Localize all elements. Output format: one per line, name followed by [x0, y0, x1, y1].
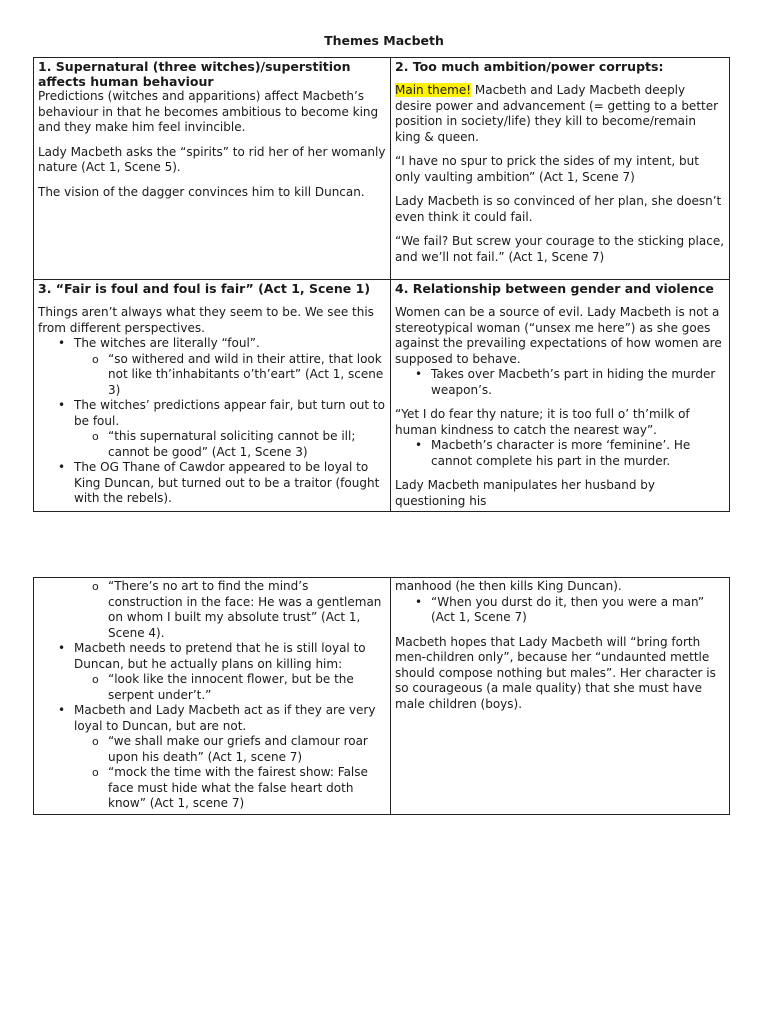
- list-item: • The witches’ predictions appear fair, but turn out to be foul.: [38, 398, 386, 429]
- theme-3-intro: Things aren’t always what they seem to be. We see this from different perspectives.: [38, 305, 374, 335]
- list-subitem: o “mock the time with the fairest show: False face must hide what the false heart doth know” (Act 1, scene 7): [38, 765, 386, 812]
- continued-paragraph: manhood (he then kills King Duncan).: [395, 579, 622, 593]
- continued-cell-right: [391, 578, 730, 815]
- list-item: • Macbeth’s character is more ‘feminine’. He cannot complete his part in the murder.: [395, 438, 725, 469]
- theme-cell-2: [391, 58, 730, 280]
- document-title: Themes Macbeth: [324, 33, 444, 48]
- themes-table-page-1: [33, 57, 730, 512]
- list-item: • Takes over Macbeth’s part in hiding the murder weapon’s.: [395, 367, 725, 398]
- list-subitem: o “this supernatural soliciting cannot be ill; cannot be good” (Act 1, Scene 3): [38, 429, 386, 460]
- theme-2-paragraph: Main theme! Macbeth and Lady Macbeth deeply desire power and advancement (= getting to a better position in society/life) they kill to become/remain king & queen.: [395, 83, 719, 144]
- continued-paragraph: Macbeth hopes that Lady Macbeth will “bring forth men-children only”, because her “undaunted mettle should compose nothing but males”. Her character is so courageous (a male quality) that she must have male children (boys).: [395, 634, 716, 711]
- themes-table-page-2: [33, 577, 730, 815]
- theme-1-paragraph: Predictions (witches and apparitions) affect Macbeth’s behaviour in that he becomes ambitious to become king and they make him feel invincible.: [38, 89, 379, 134]
- list-subitem: o “look like the innocent flower, but be the serpent under’t.”: [38, 672, 386, 703]
- continued-list: [395, 595, 725, 626]
- theme-2-quote: “I have no spur to prick the sides of my intent, but only vaulting ambition” (Act 1, Scene 7): [395, 154, 699, 184]
- theme-4-paragraph: Women can be a source of evil. Lady Macbeth is not a stereotypical woman (“unsex me here”) as she goes against the prevailing expectations of how women are supposed to behave.: [395, 305, 722, 366]
- theme-3-list: [38, 336, 386, 507]
- theme-cell-4: [391, 280, 730, 512]
- theme-2-heading: 2. Too much ambition/power corrupts:: [395, 59, 664, 74]
- list-item: • Macbeth needs to pretend that he is still loyal to Duncan, but he actually plans on killing him:: [38, 641, 386, 672]
- theme-4-paragraph: Lady Macbeth manipulates her husband by questioning his: [395, 478, 655, 508]
- theme-3-heading: 3. “Fair is foul and foul is fair” (Act 1, Scene 1): [38, 281, 371, 296]
- list-item: • “When you durst do it, then you were a man” (Act 1, Scene 7): [395, 595, 725, 626]
- list-subitem: o “we shall make our griefs and clamour roar upon his death” (Act 1, scene 7): [38, 734, 386, 765]
- theme-4-quote: “Yet I do fear thy nature; it is too full o’ th’milk of human kindness to catch the nearest way”.: [395, 407, 690, 437]
- theme-1-heading: 1. Supernatural (three witches)/superstition affects human behaviour: [38, 59, 351, 89]
- list-subitem: o “so withered and wild in their attire, that look not like th’inhabitants o’th’eart” (Act 1, scene 3): [38, 352, 386, 399]
- continued-list: [38, 579, 386, 812]
- theme-1-paragraph: The vision of the dagger convinces him to kill Duncan.: [38, 184, 365, 199]
- theme-2-quote: “We fail? But screw your courage to the sticking place, and we’ll not fail.” (Act 1, Scene 7): [395, 234, 725, 264]
- theme-cell-1: [34, 58, 391, 280]
- theme-4-list: [395, 367, 725, 398]
- list-item: • The witches are literally “foul”.: [38, 336, 386, 352]
- list-item: • The OG Thane of Cawdor appeared to be loyal to King Duncan, but turned out to be a traitor (fought with the rebels).: [38, 460, 386, 507]
- theme-cell-3: [34, 280, 391, 512]
- theme-2-paragraph: Lady Macbeth is so convinced of her plan, she doesn’t even think it could fail.: [395, 194, 722, 224]
- main-theme-highlight: Main theme!: [395, 83, 472, 97]
- continued-cell-left: [34, 578, 391, 815]
- theme-4-heading: 4. Relationship between gender and violence: [395, 281, 714, 296]
- theme-1-paragraph: Lady Macbeth asks the “spirits” to rid her of her womanly nature (Act 1, Scene 5).: [38, 144, 386, 174]
- list-subitem: o “There’s no art to find the mind’s construction in the face: He was a gentleman on whom I built my absolute trust” (Act 1, Scene 4).: [38, 579, 386, 641]
- theme-4-list: [395, 438, 725, 469]
- list-item: • Macbeth and Lady Macbeth act as if they are very loyal to Duncan, but are not.: [38, 703, 386, 734]
